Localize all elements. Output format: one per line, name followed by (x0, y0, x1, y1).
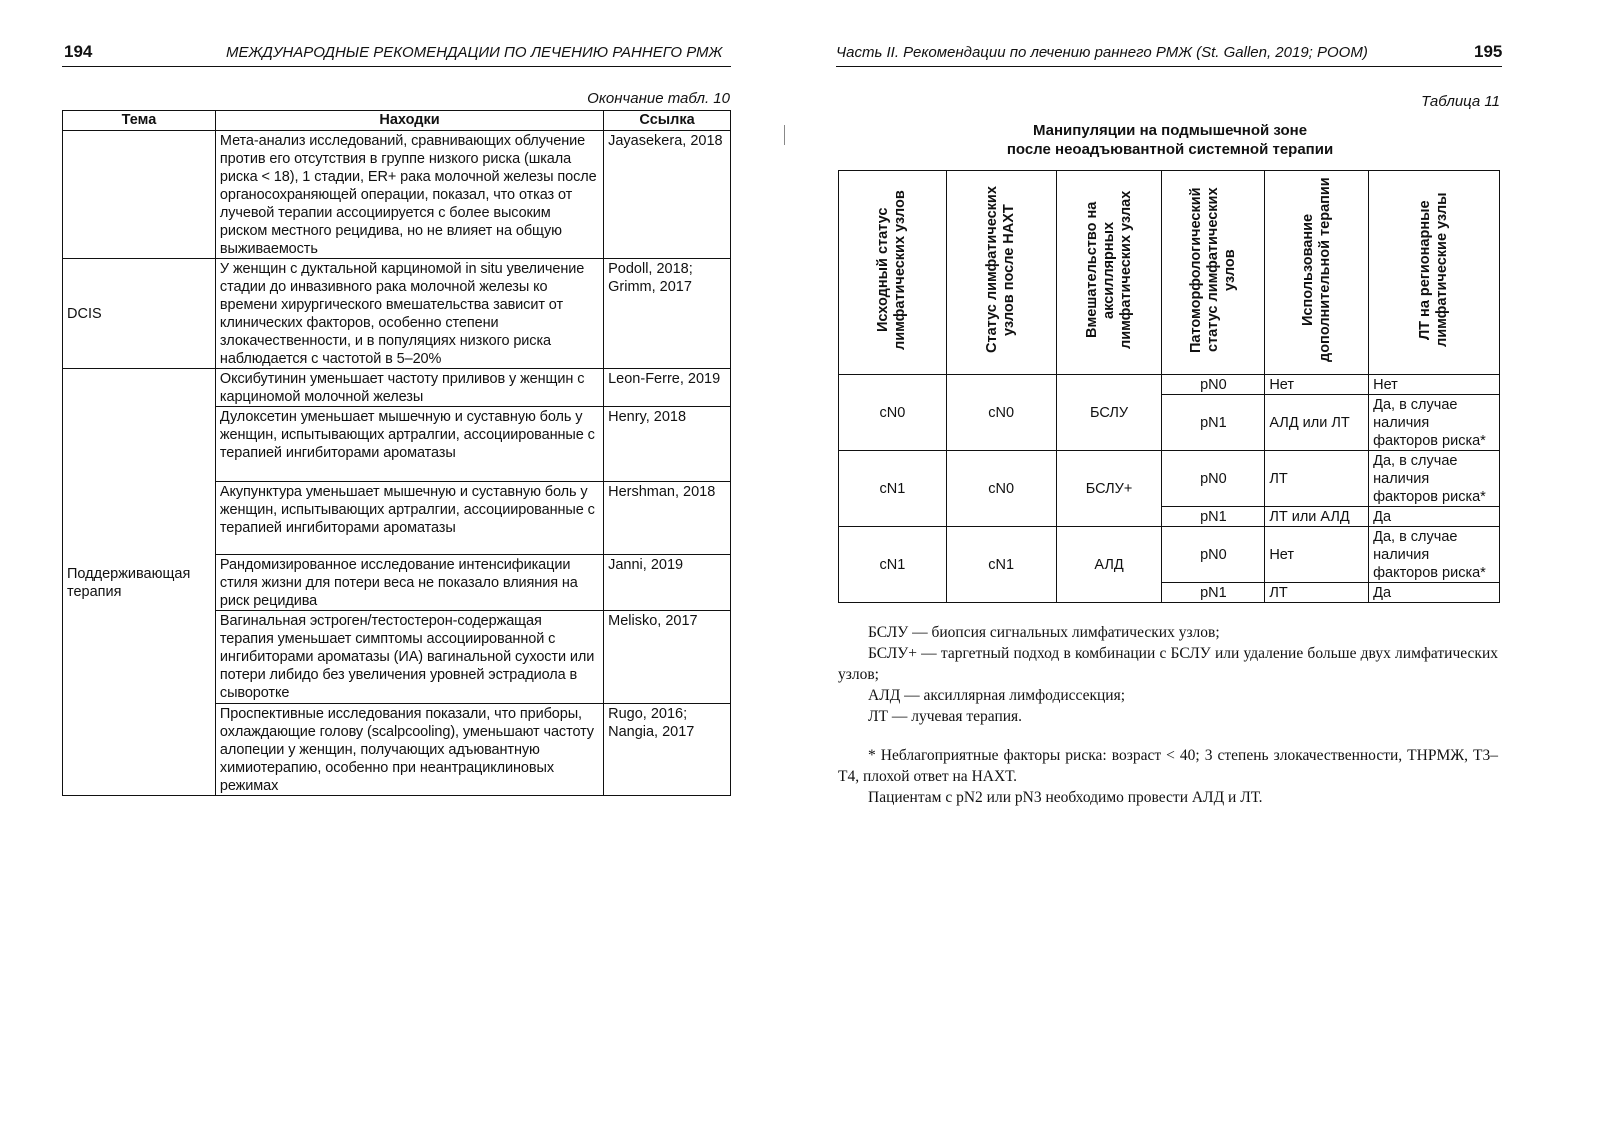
extra-cell: Нет (1265, 527, 1369, 583)
reference-cell: Jayasekera, 2018 (604, 131, 731, 259)
intervention-cell: АЛД (1056, 527, 1162, 603)
abbreviation-note: БСЛУ+ — таргетный подход в комбинации с БСЛУ или удаление больше двух лимфатических узлов; (838, 645, 1498, 683)
after-cell: cN0 (946, 375, 1056, 451)
topic-cell: DCIS (63, 259, 216, 369)
table-row (839, 527, 1500, 583)
running-title: МЕЖДУНАРОДНЫЕ РЕКОМЕНДАЦИИ ПО ЛЕЧЕНИЮ РАННЕГО РМЖ (226, 44, 723, 61)
header-rule (836, 66, 1502, 67)
finding-cell: Проспективные исследования показали, что приборы, охлаждающие голову (scalpcooling), уменьшают частоту алопеции у женщин, получающих адъювантную химиотерапию, особенно при неантрациклиновых режимах (215, 704, 603, 796)
table-10 (62, 110, 731, 796)
rt-cell: Да (1369, 583, 1500, 603)
header-regional-rt: ЛТ на регионарные лимфатические узлы (1369, 171, 1500, 375)
extra-cell: ЛТ или АЛД (1265, 507, 1369, 527)
topic-cell (63, 131, 216, 259)
rt-cell: Да, в случае наличия факторов риска* (1369, 527, 1500, 583)
table-row (63, 131, 731, 259)
intervention-cell: БСЛУ+ (1056, 451, 1162, 527)
finding-cell: Рандомизированное исследование интенсификации стиля жизни для потери веса не показало влияния на риск рецидива (215, 555, 603, 611)
reference-cell: Janni, 2019 (604, 555, 731, 611)
running-title: Часть II. Рекомендации по лечению раннего РМЖ (St. Gallen, 2019; РООМ) (836, 44, 1368, 61)
table-row (839, 451, 1500, 507)
header-pathology: Патоморфологический статус лимфатических узлов (1162, 171, 1265, 375)
finding-cell: Акупунктура уменьшает мышечную и суставную боль у женщин, испытывающих артралгии, ассоциированные с терапией ингибиторами ароматазы (215, 482, 603, 555)
intervention-cell: БСЛУ (1056, 375, 1162, 451)
rt-cell: Да (1369, 507, 1500, 527)
pathology-cell: pN0 (1162, 527, 1265, 583)
reference-cell: Podoll, 2018; Grimm, 2017 (604, 259, 731, 369)
pathology-cell: pN1 (1162, 507, 1265, 527)
table-row (839, 375, 1500, 395)
table-title-line: Манипуляции на подмышечной зоне (1032, 122, 1308, 139)
header-initial-status: Исходный статус лимфатических узлов (839, 171, 947, 375)
header-topic: Тема (63, 111, 216, 131)
after-cell: cN1 (946, 527, 1056, 603)
header-rule (62, 66, 731, 67)
additional-note: Пациентам с pN2 или pN3 необходимо провести АЛД и ЛТ. (868, 789, 1263, 806)
page-number: 194 (64, 42, 93, 61)
reference-cell: Henry, 2018 (604, 407, 731, 482)
table-caption: Окончание табл. 10 (587, 90, 730, 107)
abbreviation-note: БСЛУ — биопсия сигнальных лимфатических узлов; (868, 624, 1220, 641)
page-number: 195 (1474, 42, 1503, 61)
reference-cell: Melisko, 2017 (604, 611, 731, 704)
page-fold-mark (784, 125, 785, 145)
finding-cell: Вагинальная эстроген/тестостерон-содержащая терапия уменьшает симптомы ассоциированной с ингибиторами ароматазы (ИА) вагинальной сухости или потери либидо без увеличения уровней эстрадиола в сыворотке (215, 611, 603, 704)
topic-cell: Поддерживающая терапия (63, 369, 216, 796)
table-notes (838, 622, 1498, 808)
footnote: * Неблагоприятные факторы риска: возраст < 40; 3 степень злокачественности, ТНРМЖ, Т3–Т4, плохой ответ на НАХТ. (838, 747, 1498, 785)
header-reference: Ссылка (604, 111, 731, 131)
table-title-line: после неоадъювантной системной терапии (1006, 141, 1334, 158)
header-extra-therapy: Использование дополнительной терапии (1265, 171, 1369, 375)
header-status-after: Статус лимфатических узлов после НАХТ (946, 171, 1056, 375)
pathology-cell: pN1 (1162, 583, 1265, 603)
finding-cell: Мета-анализ исследований, сравнивающих облучение против его отсутствия в группе низкого риска (шкала риска < 18), 1 стадии, ER+ рака молочной железы после органосохраняющей операции, показал, что отказ от лучевой терапии ассоциируется с более высоким риском местного рецидива, но не влияет на общую выживаемость (215, 131, 603, 259)
rt-cell: Да, в случае наличия факторов риска* (1369, 451, 1500, 507)
abbreviation-note: ЛТ — лучевая терапия. (868, 708, 1023, 725)
initial-cell: cN1 (839, 527, 947, 603)
pathology-cell: pN0 (1162, 375, 1265, 395)
header-findings: Находки (215, 111, 603, 131)
rt-cell: Нет (1369, 375, 1500, 395)
reference-cell: Rugo, 2016; Nangia, 2017 (604, 704, 731, 796)
extra-cell: Нет (1265, 375, 1369, 395)
initial-cell: cN0 (839, 375, 947, 451)
extra-cell: ЛТ (1265, 451, 1369, 507)
finding-cell: Дулоксетин уменьшает мышечную и суставную боль у женщин, испытывающих артралгии, ассоциированные с терапией ингибиторами ароматазы (215, 407, 603, 482)
finding-cell: У женщин с дуктальной карциномой in situ увеличение стадии до инвазивного рака молочной железы ко времени хирургического вмешательства зависит от клинических факторов, особенно степени злокачественности, и в популяциях низкого риска наблюдается с частотой в 5–20% (215, 259, 603, 369)
finding-cell: Оксибутинин уменьшает частоту приливов у женщин с карциномой молочной железы (215, 369, 603, 407)
table-label: Таблица 11 (1421, 93, 1500, 110)
abbreviation-note: АЛД — аксиллярная лимфодиссекция; (868, 687, 1126, 704)
table-11 (838, 170, 1500, 603)
initial-cell: cN1 (839, 451, 947, 527)
pathology-cell: pN1 (1162, 395, 1265, 451)
pathology-cell: pN0 (1162, 451, 1265, 507)
extra-cell: ЛТ (1265, 583, 1369, 603)
reference-cell: Hershman, 2018 (604, 482, 731, 555)
reference-cell: Leon-Ferre, 2019 (604, 369, 731, 407)
after-cell: cN0 (946, 451, 1056, 527)
rt-cell: Да, в случае наличия факторов риска* (1369, 395, 1500, 451)
table-11-title (835, 121, 1505, 159)
extra-cell: АЛД или ЛТ (1265, 395, 1369, 451)
table-row (63, 369, 731, 407)
table-row (63, 259, 731, 369)
header-intervention: Вмешательство на аксиллярных лимфатических узлах (1056, 171, 1162, 375)
